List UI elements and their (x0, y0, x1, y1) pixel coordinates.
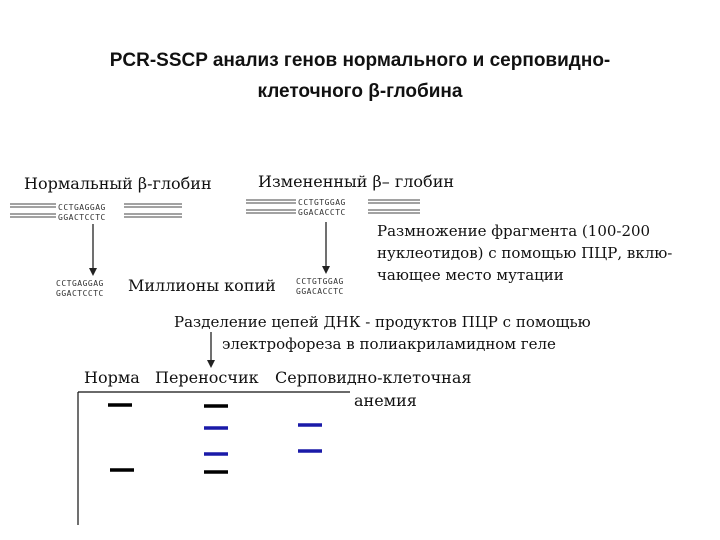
copies-label: Миллионы копий (128, 276, 276, 295)
lane-label-sickle-line-1: Серповидно-клеточная (275, 368, 472, 387)
title-line-1: PCR-SSCP анализ генов нормального и серповидно- (109, 50, 611, 71)
pcr-note-line-3: чающее место мутации (377, 266, 564, 284)
amplified-mutant-top: CCTGTGGAG (296, 277, 344, 286)
gel-frame (78, 392, 350, 525)
normal-seq-top: CCTGAGGAG (58, 203, 106, 212)
mutant-seq-bottom: GGACACCTC (298, 208, 346, 217)
amplified-mutant-bottom: GGACACCTC (296, 287, 344, 296)
lane-label-carrier: Переносчик (155, 368, 259, 387)
normal-seq-bottom: GGACTCCTC (58, 213, 106, 222)
normal-gene-dna-strands (10, 204, 182, 217)
normal-gene-label: Нормальный β-глобин (24, 174, 212, 193)
separation-note-line-1: Разделение цепей ДНК - продуктов ПЦР с помощью (174, 313, 591, 331)
mutant-gene-dna-strands (246, 200, 420, 213)
mutant-seq-top: CCTGTGGAG (298, 198, 346, 207)
title-line-2: клеточного β-глобина (257, 81, 463, 102)
amplified-normal-bottom: GGACTCCTC (56, 289, 104, 298)
mutant-gene-label: Измененный β– глобин (258, 172, 455, 191)
pcr-note-line-1: Размножение фрагмента (100-200 (377, 222, 651, 240)
lane-label-norm: Норма (84, 368, 140, 387)
pcr-note-line-2: нуклеотидов) с помощью ПЦР, вклю- (377, 244, 673, 262)
amplified-normal-top: CCTGAGGAG (56, 279, 104, 288)
lane-label-sickle-line-2: анемия (354, 391, 417, 410)
separation-note-line-2: электрофореза в полиакриламидном геле (222, 335, 556, 353)
gel-bands (108, 405, 322, 472)
